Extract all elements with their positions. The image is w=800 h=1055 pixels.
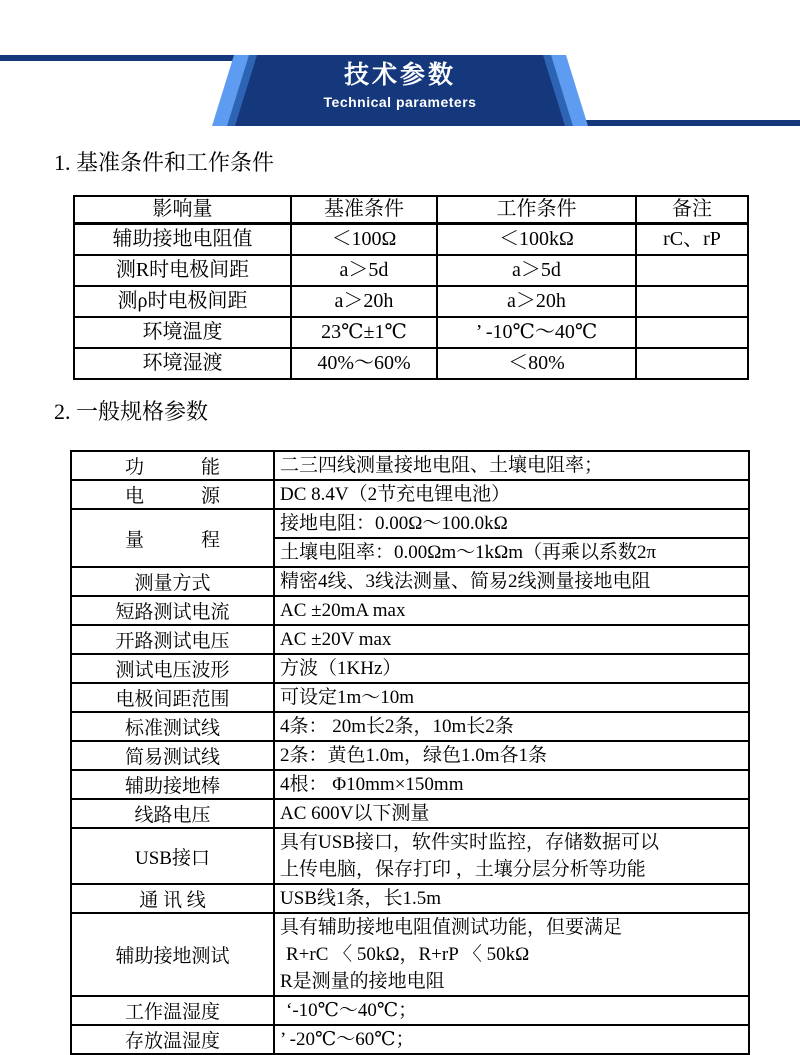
row-label-cell: 电 源 [71, 480, 274, 509]
table-cell: rC、rP [636, 224, 748, 256]
row-value-cell [274, 828, 749, 884]
table-row [74, 255, 748, 286]
row-value-cell [274, 770, 749, 799]
table-row [71, 712, 749, 741]
table-row [71, 480, 749, 509]
table-row [74, 224, 748, 256]
table-row [74, 317, 748, 348]
reference-working-conditions-table [73, 195, 749, 380]
cell-text: R是测量的接地电阻 [280, 971, 445, 992]
table-header-row [74, 196, 748, 224]
table-cell: 测R时电极间距 [74, 255, 291, 286]
row-value-cell [274, 538, 749, 567]
table-row [71, 799, 749, 828]
table-cell: 40%～60% [291, 348, 437, 379]
cell-text: 精密4线、3线法测量、简易2线测量接地电阻 [280, 571, 651, 592]
cell-text: 方波（1KHz） [280, 658, 402, 679]
row-value-cell [274, 799, 749, 828]
row-label-cell: 通 讯 线 [71, 884, 274, 913]
row-label-cell: 短路测试电流 [71, 596, 274, 625]
table-cell: ’ -10℃～40℃ [437, 317, 636, 348]
cell-text: ’ -20℃～60℃； [280, 1029, 415, 1050]
section1-heading: 1. 基准条件和工作条件 [54, 150, 275, 175]
cell-text: ‘-10℃～40℃； [286, 1000, 418, 1021]
table-cell: ＜100kΩ [437, 224, 636, 256]
table-cell [636, 317, 748, 348]
row-value-cell [274, 567, 749, 596]
header-cell: 基准条件 [291, 196, 437, 224]
cell-text: 可设定1m～10m [280, 687, 415, 708]
cell-text: AC ±20mA max [280, 600, 406, 621]
row-label-cell: 工作温湿度 [71, 996, 274, 1025]
table-row [74, 348, 748, 379]
table-row [71, 996, 749, 1025]
table-cell [636, 255, 748, 286]
table-row [71, 596, 749, 625]
table-row [74, 286, 748, 317]
table-row [71, 913, 749, 996]
row-label-cell: 辅助接地棒 [71, 770, 274, 799]
table-cell: ＜80% [437, 348, 636, 379]
row-value-cell [274, 741, 749, 770]
row-value-cell [274, 712, 749, 741]
table-cell: 辅助接地电阻值 [74, 224, 291, 256]
row-value-cell [274, 625, 749, 654]
row-value-cell [274, 996, 749, 1025]
row-label-cell: 开路测试电压 [71, 625, 274, 654]
cell-text: 4条： 20m长2条，10m长2条 [280, 716, 514, 737]
table-cell: 环境温度 [74, 317, 291, 348]
row-label-cell: 线路电压 [71, 799, 274, 828]
row-label-cell: 辅助接地测试 [71, 913, 274, 996]
table-cell: a＞20h [291, 286, 437, 317]
header-cell: 备注 [636, 196, 748, 224]
table-row [71, 451, 749, 480]
table-cell [636, 348, 748, 379]
table-row [71, 567, 749, 596]
row-value-cell [274, 683, 749, 712]
cell-text: R+rC 〈 50kΩ，R+rP 〈 50kΩ [286, 944, 530, 965]
row-label-cell: 测量方式 [71, 567, 274, 596]
row-label-cell: 量 程 [71, 509, 274, 567]
row-label-cell: USB接口 [71, 828, 274, 884]
table-row [71, 770, 749, 799]
header-cell: 影响量 [74, 196, 291, 224]
row-value-cell [274, 509, 749, 538]
header-cell: 工作条件 [437, 196, 636, 224]
cell-text: DC 8.4V（2节充电锂电池） [280, 484, 511, 505]
cell-text: 4根： Φ10mm×150mm [280, 774, 464, 795]
cell-text: 具有USB接口，软件实时监控，存储数据可以 [280, 832, 659, 853]
table-row [71, 1025, 749, 1054]
row-label-cell: 测试电压波形 [71, 654, 274, 683]
cell-text: 2条：黄色1.0m，绿色1.0m各1条 [280, 745, 548, 766]
table-cell: a＞5d [291, 255, 437, 286]
table-row [71, 828, 749, 884]
table-cell: 23℃±1℃ [291, 317, 437, 348]
banner-subtitle: Technical parameters [323, 94, 477, 110]
row-value-cell [274, 654, 749, 683]
cell-text: USB线1条，长1.5m [280, 888, 441, 909]
general-specs-table [70, 450, 750, 1055]
cell-text: 二三四线测量接地电阻、土壤电阻率； [280, 455, 604, 476]
table-cell: a＞20h [437, 286, 636, 317]
table-row [71, 654, 749, 683]
banner [200, 55, 600, 126]
table-row [71, 884, 749, 913]
table-cell: ＜100Ω [291, 224, 437, 256]
row-label-cell: 简易测试线 [71, 741, 274, 770]
cell-text: 土壤电阻率：0.00Ωm～1kΩm（再乘以系数2π [280, 542, 657, 563]
row-value-cell [274, 451, 749, 480]
section2-heading: 2. 一般规格参数 [54, 399, 209, 424]
row-value-cell [274, 480, 749, 509]
row-value-cell [274, 913, 749, 996]
table-cell [636, 286, 748, 317]
table-row [71, 683, 749, 712]
row-value-cell [274, 884, 749, 913]
row-value-cell [274, 1025, 749, 1054]
table-cell: 测ρ时电极间距 [74, 286, 291, 317]
table-row [71, 509, 749, 538]
row-label-cell: 标准测试线 [71, 712, 274, 741]
banner-title: 技术参数 [343, 61, 456, 89]
row-label-cell: 电极间距范围 [71, 683, 274, 712]
cell-text: 接地电阻：0.00Ω～100.0kΩ [280, 513, 508, 534]
table-cell: 环境湿渡 [74, 348, 291, 379]
cell-text: AC 600V以下测量 [280, 803, 430, 824]
cell-text: 上传电脑，保存打印 ，土壤分层分析等功能 [280, 859, 646, 880]
cell-text: AC ±20V max [280, 629, 392, 650]
table-row [71, 741, 749, 770]
table-row [71, 625, 749, 654]
row-label-cell: 存放温湿度 [71, 1025, 274, 1054]
row-value-cell [274, 596, 749, 625]
table-cell: a＞5d [437, 255, 636, 286]
row-label-cell: 功 能 [71, 451, 274, 480]
cell-text: 具有辅助接地电阻值测试功能，但要满足 [280, 917, 623, 938]
